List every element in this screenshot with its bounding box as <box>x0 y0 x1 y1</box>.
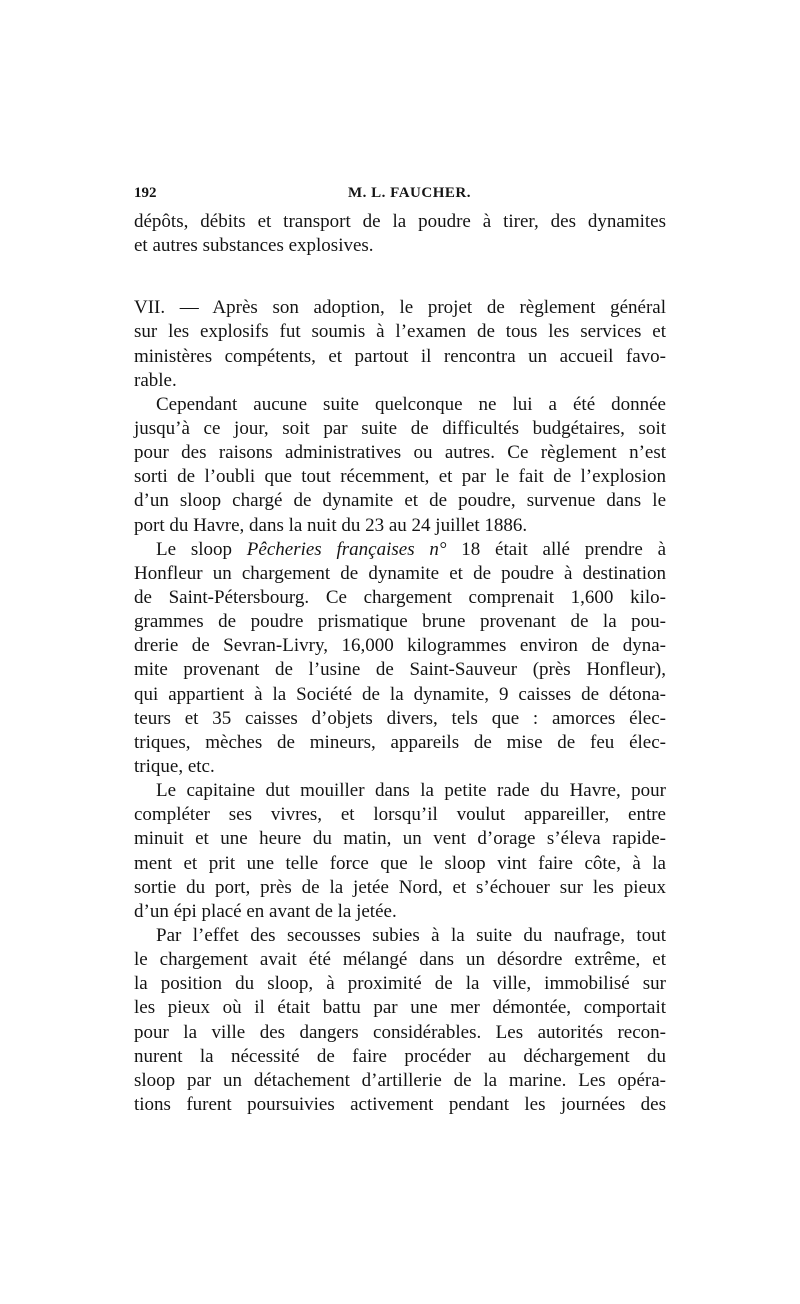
text-line: drerie de Sevran-Livry, 16,000 kilogrammes environ de dyna- <box>134 635 666 657</box>
text-line: compléter ses vivres, et lorsqu’il voulut appareiller, entre <box>134 804 666 826</box>
text-line: la position du sloop, à proximité de la ville, immobilisé sur <box>134 973 666 995</box>
text-line: d’un épi placé en avant de la jetée. <box>134 900 397 922</box>
text-line: sortie du port, près de la jetée Nord, et s’échouer sur les pieux <box>134 876 666 898</box>
text-line: pour des raisons administratives ou autres. Ce règlement n’est <box>134 442 666 464</box>
text-line <box>134 538 666 562</box>
text-line: minuit et une heure du matin, un vent d’orage s’éleva rapide- <box>134 828 666 850</box>
text-line: sorti de l’oubli que tout récemment, et par le fait de l’explosion <box>134 466 666 488</box>
text-line: teurs et 35 caisses d’objets divers, tels que : amorces élec- <box>134 707 666 729</box>
line-text: Le sloop <box>156 538 247 560</box>
text-line: ministères compétents, et partout il rencontra un accueil favo- <box>134 345 666 367</box>
text-line: d’un sloop chargé de dynamite et de poudre, survenue dans le <box>134 490 666 512</box>
text-line: de Saint-Pétersbourg. Ce chargement comprenait 1,600 kilo- <box>134 586 666 608</box>
text-line: grammes de poudre prismatique brune provenant de la pou- <box>134 611 666 633</box>
text-line: qui appartient à la Société de la dynamite, 9 caisses de détona- <box>134 683 666 705</box>
page-number: 192 <box>134 185 157 201</box>
text-line: les pieux où il était battu par une mer démontée, comportait <box>134 997 666 1019</box>
text-line: VII. — Après son adoption, le projet de règlement général <box>134 297 666 319</box>
text-line: mite provenant de l’usine de Saint-Sauveur (près Honfleur), <box>134 659 666 681</box>
text-line: Par l’effet des secousses subies à la suite du naufrage, tout <box>156 924 666 946</box>
text-line: tions furent poursuivies activement pendant les journées des <box>134 1093 666 1115</box>
text-line: Honfleur un chargement de dynamite et de poudre à destination <box>134 562 666 584</box>
text-line: triques, mèches de mineurs, appareils de mise de feu élec- <box>134 731 666 753</box>
running-head <box>134 185 664 207</box>
text-line: Le capitaine dut mouiller dans la petite rade du Havre, pour <box>156 780 666 802</box>
text-line: dépôts, débits et transport de la poudre à tirer, des dynamites <box>134 211 666 232</box>
text-line: sloop par un détachement d’artillerie de la marine. Les opéra- <box>134 1069 666 1091</box>
text-line: sur les explosifs fut soumis à l’examen de tous les services et <box>134 321 666 343</box>
section-spacer <box>134 258 666 296</box>
text-line: nurent la nécessité de faire procéder au déchargement du <box>134 1045 666 1067</box>
text-line: Cependant aucune suite quelconque ne lui a été donnée <box>156 393 666 415</box>
text-line: jusqu’à ce jour, soit par suite de difficultés budgétaires, soit <box>134 417 666 439</box>
text-line: ment et prit une telle force que le sloop vint faire côte, à la <box>134 852 666 874</box>
text-line: trique, etc. <box>134 755 215 777</box>
vessel-name: Pêcheries françaises n° <box>246 538 447 560</box>
text-line: et autres substances explosives. <box>134 235 374 257</box>
header-author: M. L. FAUCHER. <box>348 185 471 201</box>
body-text <box>134 210 666 1117</box>
text-line: le chargement avait été mélangé dans un désordre extrême, et <box>134 949 666 971</box>
text-line: port du Havre, dans la nuit du 23 au 24 juillet 1886. <box>134 514 528 536</box>
text-line: rable. <box>134 369 177 391</box>
text-line: pour la ville des dangers considérables. Les autorités recon- <box>134 1021 666 1043</box>
line-text: 18 était allé prendre à <box>446 538 666 560</box>
